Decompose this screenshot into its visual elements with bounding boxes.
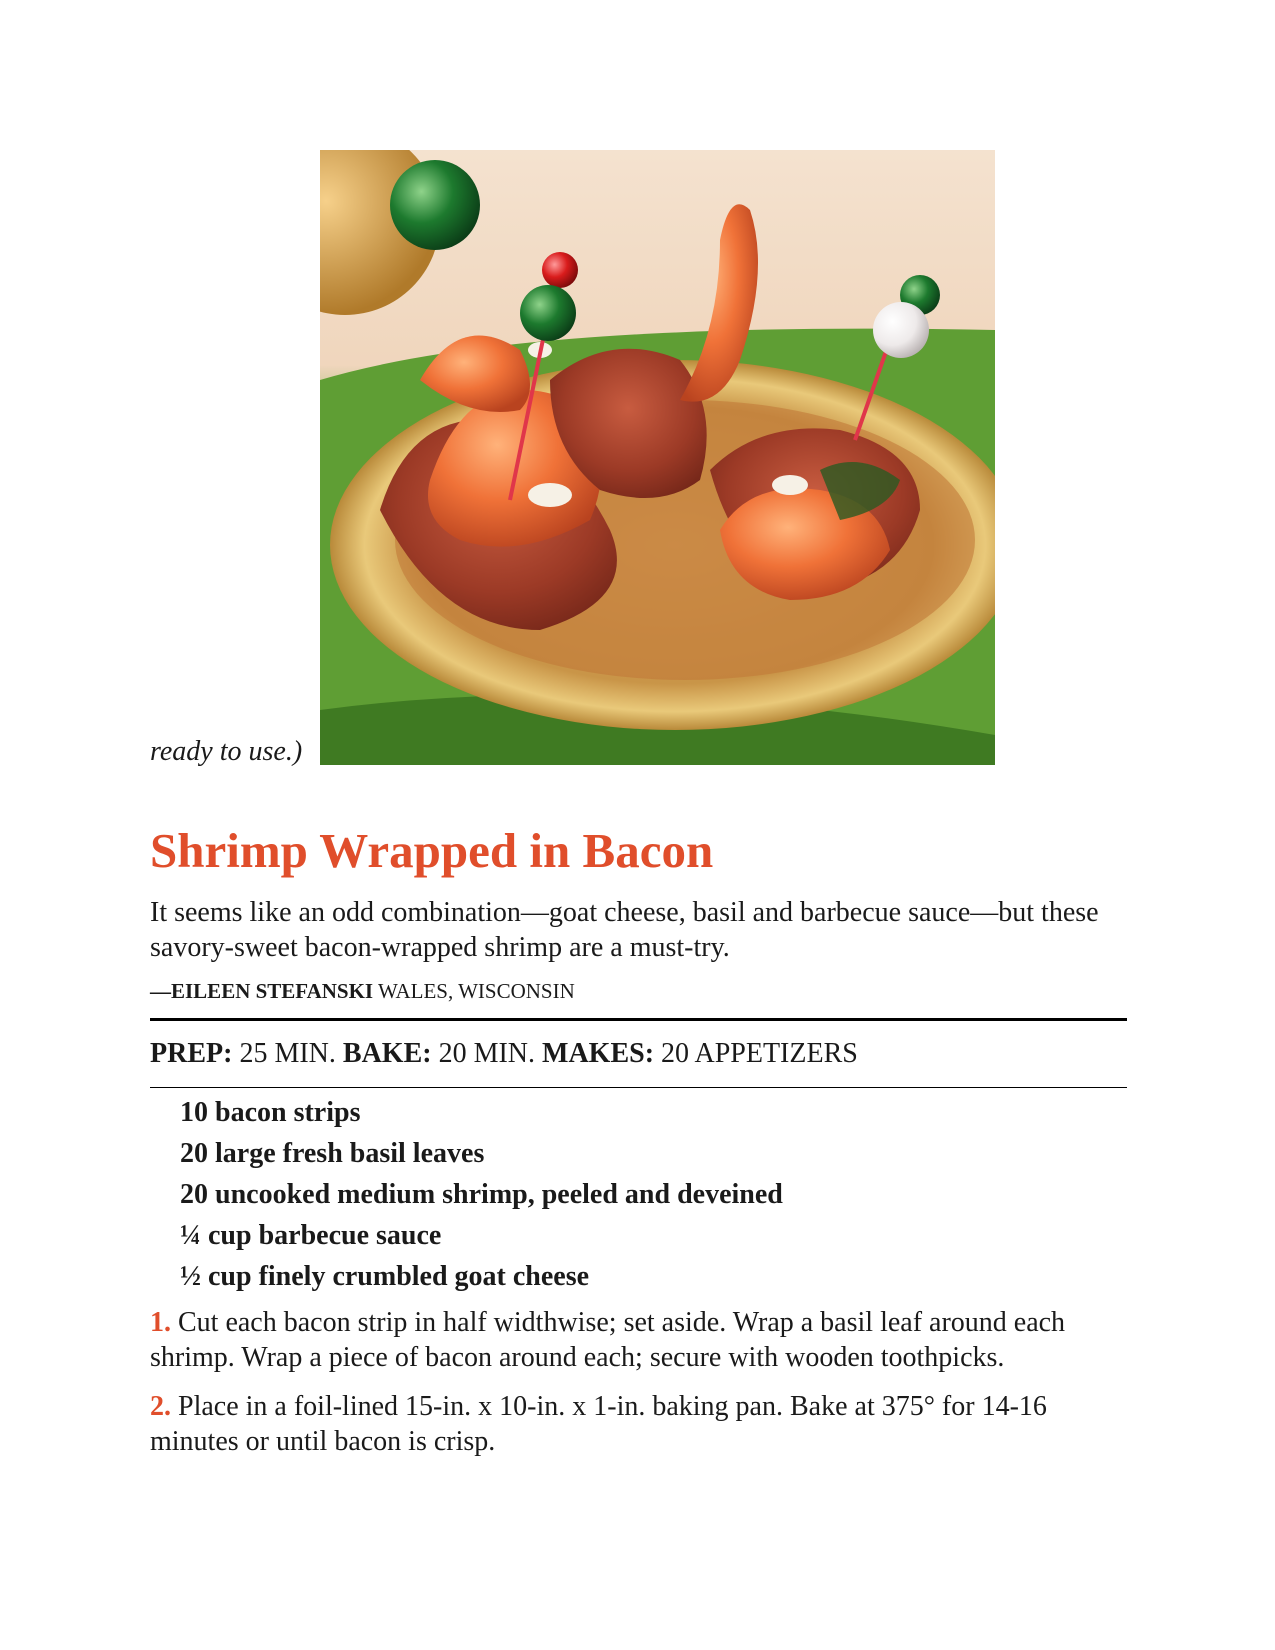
byline-author: —EILEEN STEFANSKI <box>150 979 374 1003</box>
makes-label: MAKES: <box>542 1038 655 1069</box>
step-number: 2. <box>150 1391 171 1422</box>
prep-label: PREP: <box>150 1038 233 1069</box>
ingredient-list <box>180 1092 783 1297</box>
prep-value: 25 MIN. <box>232 1038 343 1069</box>
photo-row <box>150 150 1000 765</box>
ingredient-item: 20 large fresh basil leaves <box>180 1138 485 1169</box>
byline-location: WALES, WISCONSIN <box>373 979 575 1003</box>
lead-in-text: ready to use.) <box>150 736 303 767</box>
step-text: Place in a foil-lined 15-in. x 10-in. x 1-in. baking pan. Bake at 375° for 14-16 minutes or until bacon is crisp. <box>150 1391 1047 1457</box>
top-divider <box>150 1018 1127 1021</box>
direction-step <box>150 1305 1135 1375</box>
direction-step <box>150 1389 1135 1459</box>
step-number: 1. <box>150 1307 171 1338</box>
recipe-title: Shrimp Wrapped in Bacon <box>150 823 714 878</box>
step-text: Cut each bacon strip in half widthwise; set aside. Wrap a basil leaf around each shrimp. Wrap a piece of bacon around each; secure with wooden toothpicks. <box>150 1307 1066 1373</box>
ingredient-item: 20 uncooked medium shrimp, peeled and deveined <box>180 1179 783 1210</box>
recipe-byline <box>150 978 575 1004</box>
recipe-intro: It seems like an odd combination—goat cheese, basil and barbecue sauce—but these savory-sweet bacon-wrapped shrimp are a must-try. <box>150 897 1099 963</box>
recipe-meta <box>150 1035 858 1073</box>
ingredient-item: 10 bacon strips <box>180 1097 361 1128</box>
recipe-photo <box>320 150 995 765</box>
bake-label: BAKE: <box>342 1038 432 1069</box>
bake-value: 20 MIN. <box>431 1038 543 1069</box>
ingredient-item: ½ cup finely crumbled goat cheese <box>180 1261 590 1292</box>
ingredient-item: ¼ cup barbecue sauce <box>180 1220 442 1251</box>
directions <box>150 1305 1135 1473</box>
meta-divider <box>150 1087 1127 1088</box>
makes-value: 20 APPETIZERS <box>654 1038 858 1069</box>
